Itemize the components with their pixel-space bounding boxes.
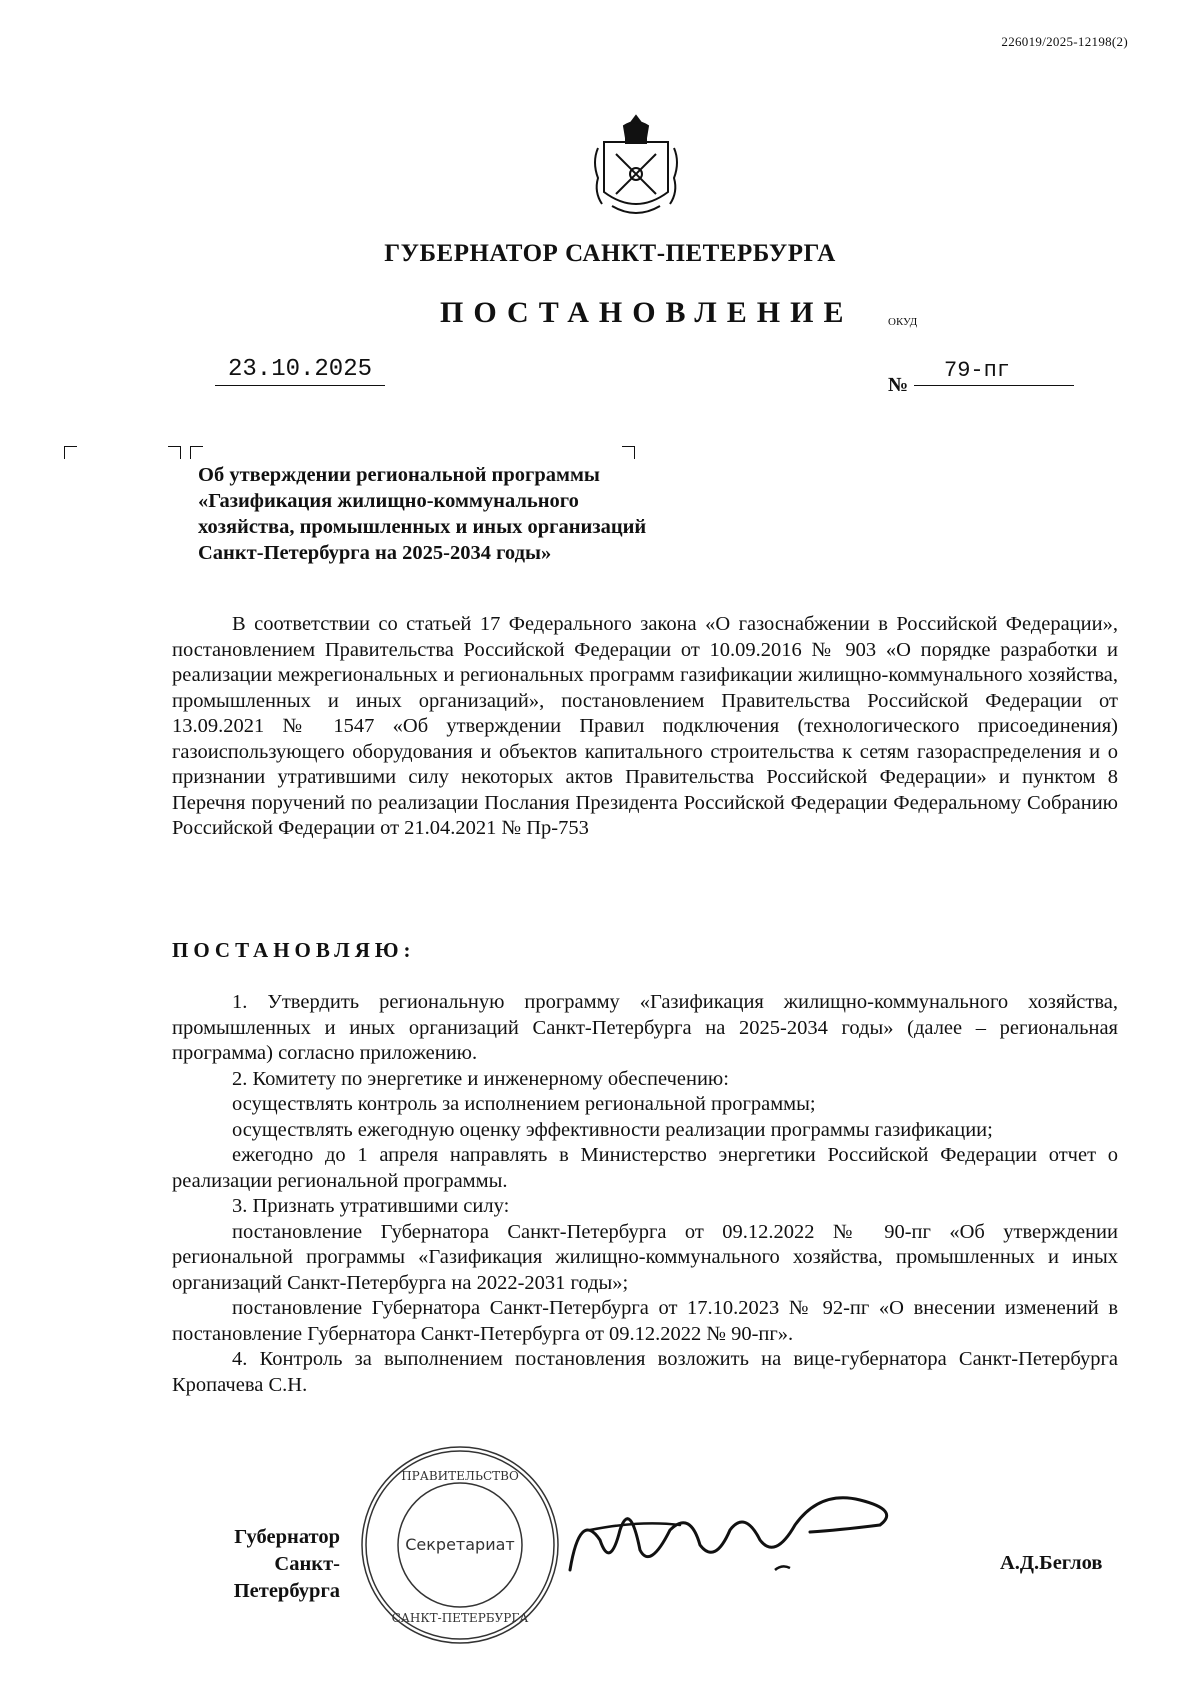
signatory-position-line: Санкт-Петербурга [233,1553,340,1602]
preamble-paragraph: В соответствии со статьей 17 Федерального закона «О газоснабжении в Российской Федерации», постановлением Правительства Российской Федерации от 10.09.2016 № 903 «О порядке разработки и реализации межрегиональных и региональных программ газификации жилищно-коммунального хозяйства, промышленных и иных организаций», постановлением Правительства Российской Федерации от 13.09.2021 № 1547 «Об утверждении Правил подключения (технологического присоединения) газоиспользующего оборудования и объектов капитального строительства к сетям газораспределения и о признании утратившими силу некоторых актов Правительства Российской Федерации» и пунктом 8 Перечня поручений по реализации Послания Президента Российской Федерации Федеральному Собранию Российской Федерации от 21.04.2021 № Пр-753 [172,613,1118,839]
decree-item: постановление Губернатора Санкт-Петербурга от 09.12.2022 № 90-пг «Об утверждении региональной программы «Газификация жилищно-коммунального хозяйства, промышленных и иных организаций Санкт-Петербурга на 2022-2031 годы»; [172,1220,1118,1294]
svg-text:САНКТ-ПЕТЕРБУРГА: САНКТ-ПЕТЕРБУРГА [391,1611,529,1625]
title-line: хозяйства, промышленных и иных организаций [198,516,647,538]
corner-mark [622,446,635,459]
signatory-name: А.Д.Беглов [1000,1552,1103,1574]
decree-heading: ПОСТАНОВЛЯЮ: [172,938,416,962]
svg-text:ПРАВИТЕЛЬСТВО: ПРАВИТЕЛЬСТВО [401,1469,519,1483]
corner-mark [64,446,77,459]
decree-item: постановление Губернатора Санкт-Петербурга от 17.10.2023 № 92-пг «О внесении изменений в постановление Губернатора Санкт-Петербурга от 09.12.2022 № 90-пг». [172,1297,1118,1345]
official-seal-stamp [355,1440,565,1650]
document-number: 79-пг [914,358,1074,386]
decree-item: 4. Контроль за выполнением постановления возложить на вице-губернатора Санкт-Петербурга Кропачева С.Н. [172,1348,1118,1396]
registration-number: 226019/2025-12198(2) [1001,34,1128,49]
title-line: Санкт-Петербурга на 2025-2034 годы» [198,542,552,564]
number-label: № [888,374,909,396]
decree-item: осуществлять ежегодную оценку эффективности реализации программы газификации; [232,1118,993,1141]
decree-item: осуществлять контроль за исполнением региональной программы; [232,1093,816,1115]
okud-label: ОКУД [888,316,918,328]
signatory-position [170,1524,340,1605]
corner-mark [168,446,181,459]
decree-item: 2. Комитету по энергетике и инженерному обеспечению: [232,1067,729,1090]
decree-item: 1. Утвердить региональную программу «Газификация жилищно-коммунального хозяйства, промышленных и иных организаций Санкт-Петербурга на 2025-2034 годы» (далее – региональная программа) согласно приложению. [172,991,1118,1064]
issuing-authority: ГУБЕРНАТОР САНКТ-ПЕТЕРБУРГА [384,240,836,267]
st-petersburg-coat-of-arms-icon [590,112,682,224]
title-line: Об утверждении региональной программы [198,464,600,486]
signatory-position-line: Губернатор [234,1526,340,1548]
document-date: 23.10.2025 [215,356,385,386]
handwritten-signature [560,1470,920,1600]
corner-mark [190,446,203,459]
document-title [198,462,818,566]
document-type: ПОСТАНОВЛЕНИЕ [440,296,854,329]
decree-item: ежегодно до 1 апреля направлять в Министерство энергетики Российской Федерации отчет о реализации региональной программы. [172,1144,1118,1192]
title-line: «Газификация жилищно-коммунального [198,490,579,512]
svg-text:Секретариат: Секретариат [405,1535,515,1554]
decree-items [172,990,1118,1398]
decree-item: 3. Признать утратившими силу: [232,1195,510,1217]
